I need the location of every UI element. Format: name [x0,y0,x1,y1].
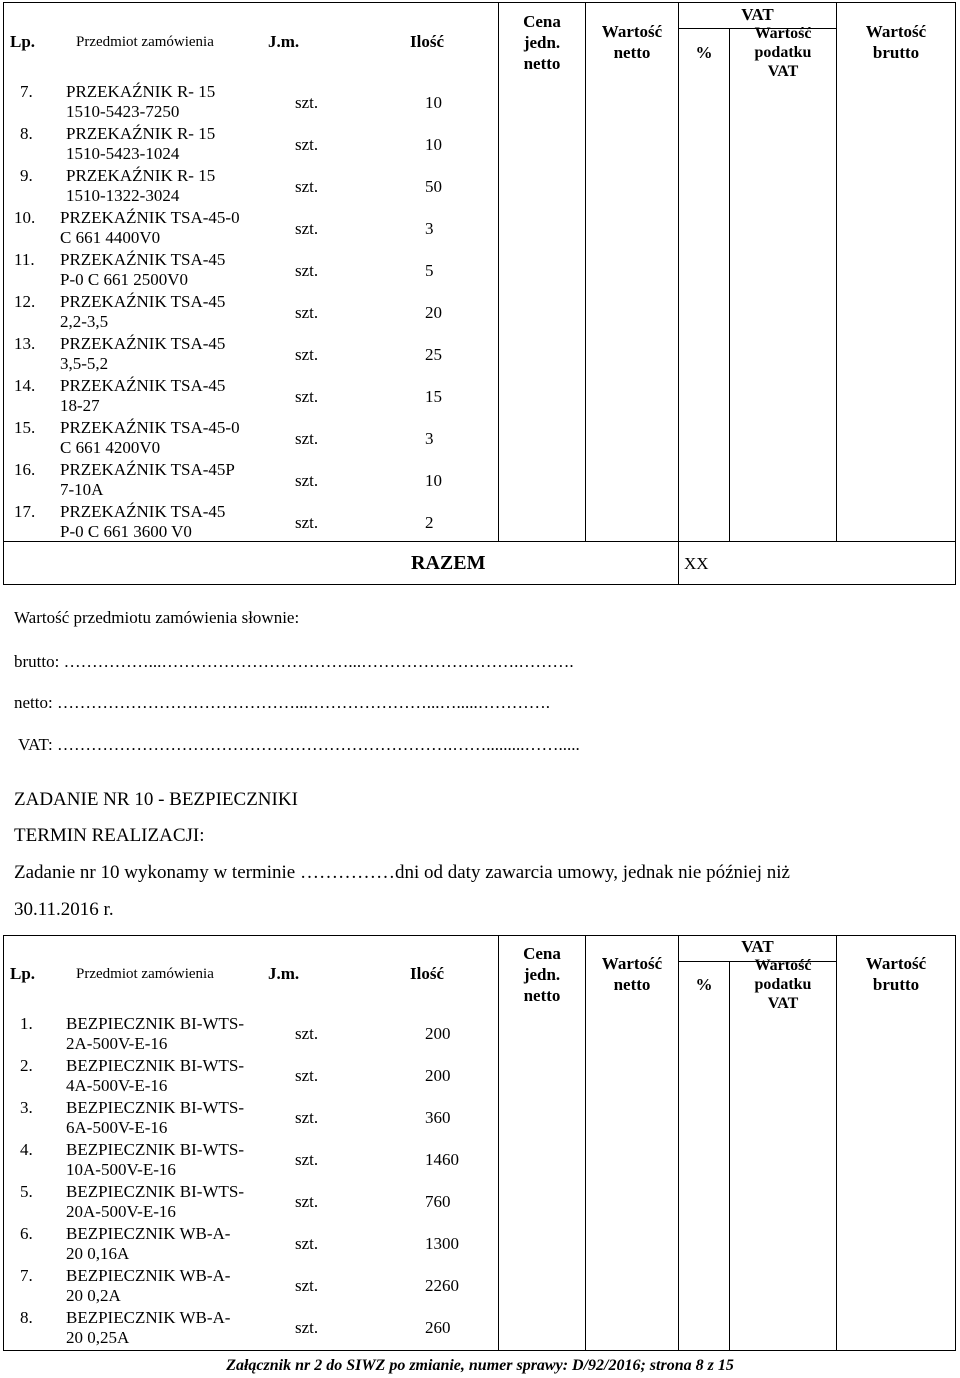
slownie-title: Wartość przedmiotu zamówienia słownie: [14,608,300,627]
header-wartosc-podatku: Wartość podatku VAT [754,25,812,80]
slownie-vat: VAT: …………………………………………………………….…….........……..... [18,735,580,754]
zadanie-title: ZADANIE NR 10 - BEZPIECZNIKI [14,789,298,810]
header-wartosc-podatku: Wartość podatku VAT [754,957,812,1012]
header-wartosc-netto: Wartość netto [601,954,663,994]
header-wartosc-brutto: Wartość brutto [865,22,927,62]
header-ilosc: Ilość [410,32,444,51]
header-wartosc-brutto: Wartość brutto [865,954,927,994]
header-jm: J.m. [268,32,300,51]
header-vat: VAT [741,5,774,24]
header-przedmiot: Przedmiot zamówienia [76,34,214,50]
header-vat: VAT [741,937,774,956]
header-vat-pct: % [695,43,713,62]
header-wartosc-netto: Wartość netto [601,22,663,62]
slownie-netto: netto: ……………………………………...…………………...….....…………. [14,693,550,712]
total-marker: XX [684,554,709,573]
header-cena: Cena jedn. netto [523,944,561,1005]
total-label: RAZEM [411,552,486,574]
termin-text: Zadanie nr 10 wykonamy w terminie ……………dni od daty zawarcia umowy, jednak nie później niż [14,862,790,883]
header-przedmiot: Przedmiot zamówienia [76,966,214,982]
header-ilosc: Ilość [410,964,444,983]
termin-heading: TERMIN REALIZACJI: [14,825,205,846]
header-jm: J.m. [268,964,300,983]
page-footer: Załącznik nr 2 do SIWZ po zmianie, numer sprawy: D/92/2016; strona 8 z 15 [226,1357,734,1374]
header-vat-pct: % [695,975,713,994]
termin-date: 30.11.2016 r. [14,899,114,920]
header-lp: Lp. [10,964,36,983]
header-cena: Cena jedn. netto [523,12,561,73]
slownie-brutto: brutto: ……………...……………………………...……………………….………. [14,652,574,671]
header-lp: Lp. [10,32,36,51]
